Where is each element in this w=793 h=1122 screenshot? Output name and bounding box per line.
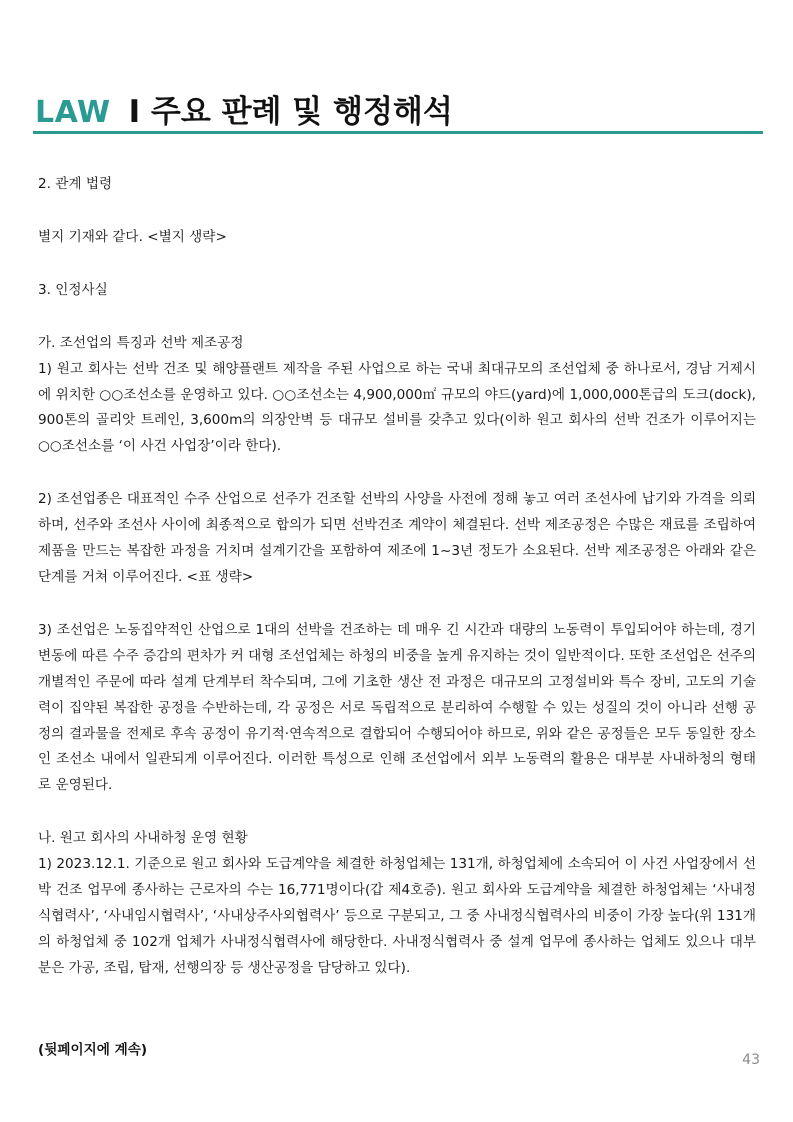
law-brand-label: LAW	[35, 95, 111, 130]
subheading-shipbuilding-features: 가. 조선업의 특징과 선박 제조공정	[38, 334, 244, 351]
paragraph-ga-3: 3) 조선업은 노동집약적인 산업으로 1대의 선박을 건조하는 데 매우 긴 시간과 대량의 노동력이 투입되어야 하는데, 경기변동에 따른 수주 증감의 편차가 커 대형 조선업체는 하청의 비중을 높게 유지하는 것이 일반적이다. 또한 조선업은 선주의 개별적인 주문에 따라 설계 단계부터 착수되며, 그에 기초한 생산 전 과정은 대규모의 고정설비와 특수 장비, 고도의 기술력이 집약된 복잡한 공정을 수반하는데, 각 공정은 서로 독립적으로 분리하여 수행할 수 있는 성질의 것이 아니라 선행 공정의 결과물을 전제로 후속 공정이 유기적·연속적으로 결합되어 수행되어야 하므로, 위와 같은 공정들은 모두 동일한 장소인 조선소 내에서 일관되게 이루어진다. 이러한 특성으로 인해 조선업에서 외부 노동력의 활용은 대부분 사내하청의 형태로 운영된다.	[38, 621, 756, 794]
section-heading-related-laws: 2. 관계 법령	[38, 176, 113, 192]
document-body	[38, 172, 756, 982]
page-header	[35, 86, 763, 130]
related-laws-text: 별지 기재와 같다. <별지 생략>	[38, 228, 227, 245]
subheading-subcontracting-status: 나. 원고 회사의 사내하청 운영 현황	[38, 830, 248, 847]
paragraph-ga-2: 2) 조선업종은 대표적인 수주 산업으로 선주가 건조할 선박의 사양을 사전에 정해 놓고 여러 조선사에 납기와 가격을 의뢰하며, 선주와 조선사 사이에 최종적으로 합의가 되면 선박건조 계약이 체결된다. 선박 제조공정은 수많은 재료를 조립하여 제품을 만드는 복잡한 과정을 거치며 설계기간을 포함하여 제조에 1~3년 정도가 소요된다. 선박 제조공정은 아래와 같은 단계를 거쳐 이루어진다. <표 생략>	[38, 491, 756, 585]
continued-next-page-note: (뒷페이지에 계속)	[38, 1042, 148, 1058]
paragraph-ga-1: 1) 원고 회사는 선박 건조 및 해양플랜트 제작을 주된 사업으로 하는 국내 최대규모의 조선업체 중 하나로서, 경남 거제시에 위치한 ○○조선소를 운영하고 있다. ○○조선소는 4,900,000㎡ 규모의 야드(yard)에 1,000,000톤급의 도크(dock), 900톤의 골리앗 트레인, 3,600m의 의장안벽 등 대규모 설비를 갖추고 있다(이하 원고 회사의 선박 건조가 이루어지는 ○○조선소를 ‘이 사건 사업장’이라 한다).	[38, 360, 756, 455]
header-divider	[33, 131, 763, 134]
page-title: I 주요 판례 및 행정해석	[128, 94, 453, 130]
section-heading-findings: 3. 인정사실	[38, 281, 108, 298]
paragraph-na-1: 1) 2023.12.1. 기준으로 원고 회사와 도급계약을 체결한 하청업체는 131개, 하청업체에 소속되어 이 사건 사업장에서 선박 건조 업무에 종사하는 근로자의 수는 16,771명이다(갑 제4호증). 원고 회사와 도급계약을 체결한 하청업체는 ‘사내정식협력사’, ‘사내임시협력사’, ‘사내상주사외협력사’ 등으로 구분되고, 그 중 사내정식협력사의 비중이 가장 높다(위 131개의 하청업체 중 102개 업체가 사내정식협력사에 해당한다. 사내정식협력사 중 설계 업무에 종사하는 업체도 있으나 대부분은 가공, 조립, 탑재, 선행의장 등 생산공정을 담당하고 있다).	[38, 856, 756, 976]
page-number: 43	[742, 1052, 760, 1068]
